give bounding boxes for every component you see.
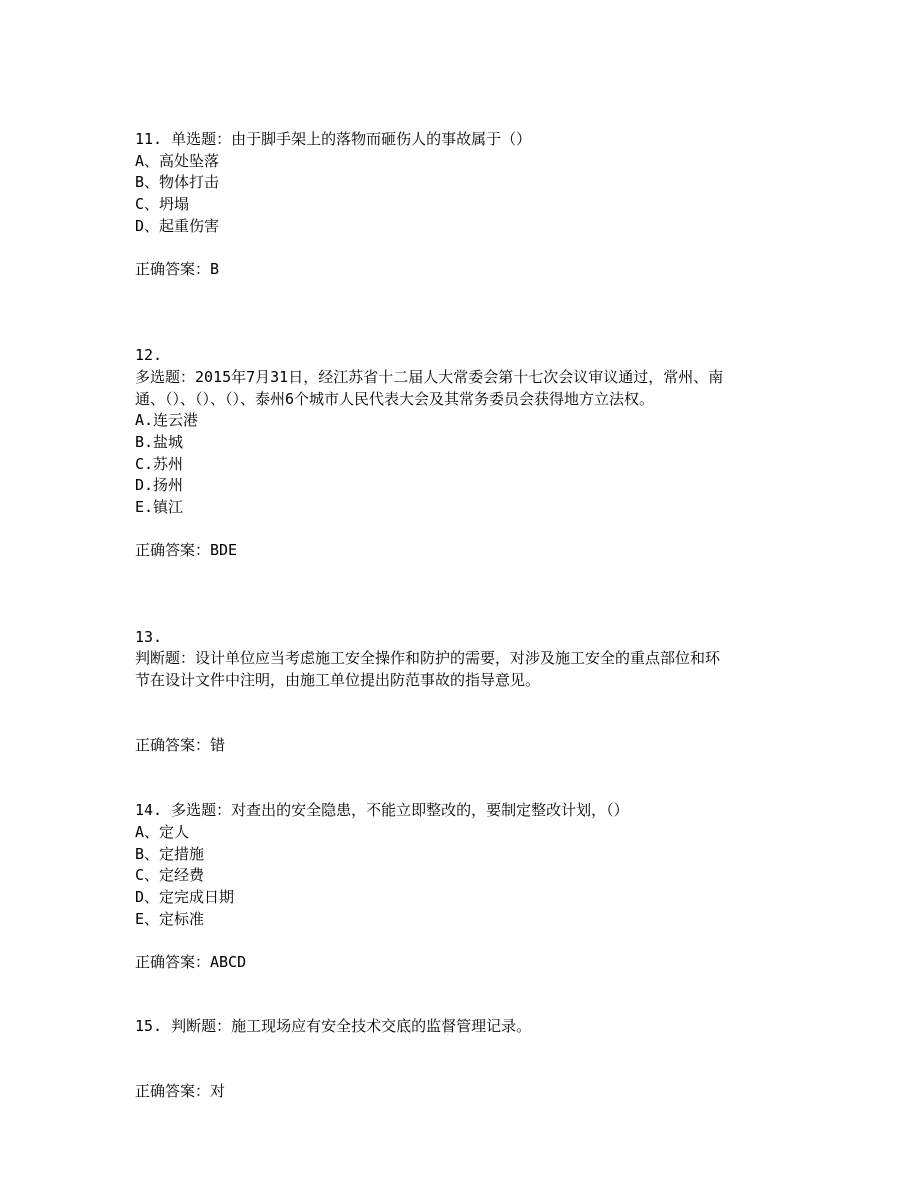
question-number: 12. <box>135 346 163 365</box>
correct-answer: 正确答案：对 <box>135 1081 226 1100</box>
question-12 <box>135 345 835 561</box>
option-a: A、高处坠落 <box>135 151 220 170</box>
correct-answer: 正确答案：B <box>135 259 220 278</box>
question-15 <box>135 1016 835 1102</box>
option-c: C、坍塌 <box>135 195 190 214</box>
correct-answer: 正确答案：ABCD <box>135 952 247 971</box>
option-a: A.连云港 <box>135 411 199 430</box>
option-c: C、定经费 <box>135 866 205 885</box>
option-d: D、起重伤害 <box>135 216 220 235</box>
question-stem: 14. 多选题：对查出的安全隐患，不能立即整改的，要制定整改计划，（） <box>135 801 629 820</box>
option-b: B.盐城 <box>135 433 184 452</box>
option-e: E、定标准 <box>135 909 205 928</box>
question-stem: 判断题：设计单位应当考虑施工安全操作和防护的需要，对涉及施工安全的重点部位和环 <box>135 649 721 668</box>
correct-answer: 正确答案：错 <box>135 735 226 754</box>
question-sheet <box>135 129 835 1103</box>
question-stem-continued: 节在设计文件中注明，由施工单位提出防范事故的指导意见。 <box>135 670 541 689</box>
question-stem: 15. 判断题：施工现场应有安全技术交底的监督管理记录。 <box>135 1017 532 1036</box>
option-b: B、定措施 <box>135 844 205 863</box>
option-c: C.苏州 <box>135 454 184 473</box>
option-a: A、定人 <box>135 823 190 842</box>
question-stem-continued: 通、（）、（）、（）、泰州6个城市人民代表大会及其常务委员会获得地方立法权。 <box>135 389 655 408</box>
question-11 <box>135 129 835 280</box>
option-d: D.扬州 <box>135 476 184 495</box>
question-stem: 多选题：2015年7月31日，经江苏省十二届人大常委会第十七次会议审议通过，常州、南 <box>135 367 724 386</box>
option-d: D、定完成日期 <box>135 888 235 907</box>
option-e: E.镇江 <box>135 498 184 517</box>
option-b: B、物体打击 <box>135 173 220 192</box>
question-14 <box>135 800 835 973</box>
question-stem: 11. 单选题：由于脚手架上的落物而砸伤人的事故属于（） <box>135 130 532 148</box>
question-13 <box>135 627 835 757</box>
correct-answer: 正确答案：BDE <box>135 540 238 559</box>
question-number: 13. <box>135 627 163 646</box>
